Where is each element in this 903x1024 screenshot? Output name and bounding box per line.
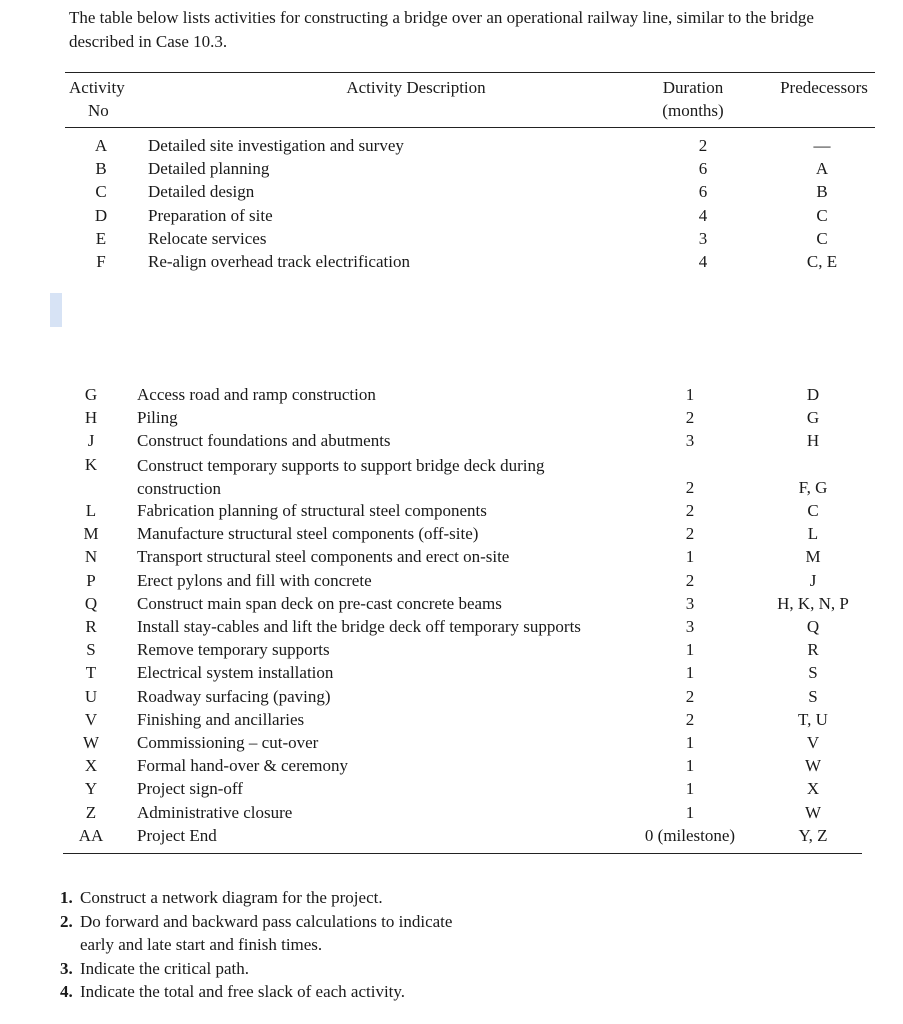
table-bottom-rule (63, 853, 862, 854)
activity-duration: 1 (685, 802, 695, 822)
activity-duration: 3 (685, 431, 695, 451)
activity-duration: 3 (685, 593, 695, 613)
activity-description: Construct temporary supports to support bridge deck during construction (137, 455, 545, 498)
activity-predecessors: W (804, 756, 822, 776)
intro-paragraph: The table below lists activities for constructing a bridge over an operational railway line, similar to the bridge described in Case 10.3. (69, 8, 814, 51)
activity-description: Manufacture structural steel components (off-site) (137, 524, 479, 544)
activity-no: A (94, 136, 108, 155)
activity-description: Construct foundations and abutments (137, 431, 391, 451)
question-number: 1. (60, 888, 73, 907)
activity-no: E (95, 228, 107, 248)
activity-no: K (84, 454, 98, 474)
activity-duration: 1 (685, 756, 695, 776)
activity-duration: 6 (698, 159, 708, 179)
question-item (60, 910, 480, 957)
activity-duration: 3 (685, 617, 695, 636)
activity-predecessors: C (816, 228, 828, 248)
activity-duration: 2 (698, 136, 708, 155)
activity-duration: 6 (698, 182, 708, 202)
activity-predecessors: C (816, 205, 828, 225)
activity-no: R (85, 617, 97, 636)
activity-no: H (84, 408, 98, 428)
activity-description: Electrical system installation (137, 663, 334, 683)
question-list (60, 886, 480, 1004)
activity-no: B (95, 159, 107, 179)
header-predecessors: Predecessors (780, 78, 868, 97)
activity-no: S (86, 640, 96, 660)
activity-description: Formal hand-over & ceremony (137, 756, 349, 776)
activity-predecessors: D (806, 385, 820, 404)
activity-predecessors: J (809, 570, 817, 590)
activity-predecessors: Q (806, 617, 820, 636)
activity-predecessors: X (806, 779, 820, 799)
activity-no: Y (84, 779, 98, 799)
activity-no: C (95, 182, 107, 202)
activity-description: Install stay-cables and lift the bridge deck off temporary supports (137, 617, 581, 636)
activity-no: D (94, 205, 108, 225)
activity-duration: 2 (685, 686, 695, 706)
activity-predecessors: A (815, 159, 829, 179)
activity-predecessors: C (807, 501, 819, 520)
question-text: Indicate the critical path. (80, 958, 249, 978)
activity-no: J (87, 431, 95, 451)
activity-no: V (84, 709, 98, 729)
activity-description: Relocate services (148, 228, 267, 248)
activity-description: Detailed site investigation and survey (148, 136, 404, 155)
activity-no: P (86, 570, 96, 590)
activity-duration: 1 (685, 663, 695, 683)
question-text: Indicate the total and free slack of each activity. (80, 982, 406, 1001)
activity-no: W (82, 733, 100, 752)
activity-description: Administrative closure (137, 802, 293, 822)
activity-duration: 2 (685, 570, 695, 590)
activity-duration: 1 (685, 640, 695, 660)
activity-duration: 4 (698, 252, 708, 271)
activity-duration: 3 (698, 228, 708, 248)
activity-no: AA (78, 825, 104, 845)
activity-no: Q (84, 593, 98, 613)
question-item (60, 980, 480, 1004)
header-duration: Duration (662, 78, 724, 97)
activity-predecessors: R (807, 640, 819, 660)
activity-duration: 2 (685, 524, 695, 544)
activity-no: Z (85, 802, 97, 822)
activity-predecessors: S (808, 686, 818, 706)
activity-predecessors: — (813, 136, 831, 155)
header-description: Activity Description (346, 78, 486, 97)
activity-predecessors: W (804, 802, 822, 822)
activity-no: F (96, 252, 106, 271)
activity-predecessors: C, E (806, 252, 838, 271)
activity-description: Access road and ramp construction (137, 385, 376, 404)
activity-description: Project sign-off (137, 779, 243, 799)
activity-description: Construct main span deck on pre-cast concrete beams (137, 593, 502, 613)
header-rule (65, 127, 875, 128)
header-activity-no: No (88, 101, 109, 120)
activity-predecessors: G (806, 408, 820, 428)
activity-no: X (84, 756, 98, 776)
activity-predecessors: B (816, 182, 828, 202)
selection-marker (50, 293, 62, 327)
activity-description: Piling (137, 408, 178, 428)
activity-no: T (85, 663, 97, 683)
activity-predecessors: V (806, 733, 820, 752)
activity-duration: 2 (685, 408, 695, 428)
question-item (60, 886, 480, 910)
activity-description: Transport structural steel components and erect on-site (137, 547, 510, 567)
activity-duration: 1 (685, 385, 695, 404)
activity-description: Erect pylons and fill with concrete (137, 570, 372, 590)
activity-no: L (85, 501, 97, 520)
activity-description: Re-align overhead track electrification (148, 252, 410, 271)
activity-description: Detailed design (148, 182, 255, 202)
activity-duration: 4 (698, 205, 708, 225)
activity-description: Remove temporary supports (137, 640, 330, 660)
activity-duration: 2 (685, 477, 695, 497)
activity-duration: 2 (685, 709, 695, 729)
activity-predecessors: L (807, 524, 819, 544)
activity-duration: 1 (685, 779, 695, 799)
activity-description: Detailed planning (148, 159, 270, 179)
table-top-rule (65, 72, 875, 73)
activity-duration: 1 (685, 547, 695, 567)
activity-description: Project End (137, 825, 217, 845)
activity-description: Roadway surfacing (paving) (137, 686, 331, 706)
activity-predecessors: H, K, N, P (777, 593, 849, 613)
activity-description: Commissioning – cut-over (137, 733, 319, 752)
activity-predecessors: M (805, 547, 821, 567)
question-text: Do forward and backward pass calculations to indicate early and late start and finish times. (80, 911, 453, 954)
question-number: 4. (60, 982, 73, 1001)
activity-no: G (84, 385, 98, 404)
activity-predecessors: S (808, 663, 818, 683)
activity-no: U (84, 686, 98, 706)
activity-predecessors: F, G (798, 477, 828, 497)
activity-predecessors: Y, Z (798, 825, 828, 845)
header-duration-unit: (months) (662, 101, 724, 120)
activity-predecessors: H (806, 431, 820, 451)
activity-duration: 0 (milestone) (644, 825, 736, 845)
question-number: 2. (60, 911, 73, 931)
question-item (60, 957, 480, 981)
activity-no: N (84, 547, 98, 567)
question-text: Construct a network diagram for the project. (80, 888, 383, 907)
question-number: 3. (60, 958, 73, 978)
activity-no: M (83, 524, 99, 544)
activity-description: Preparation of site (148, 205, 273, 225)
header-activity: Activity (69, 78, 125, 97)
activity-duration: 2 (685, 501, 695, 520)
activity-description: Finishing and ancillaries (137, 709, 305, 729)
activity-duration: 1 (685, 733, 695, 752)
activity-predecessors: T, U (798, 709, 828, 729)
activity-description: Fabrication planning of structural steel components (137, 501, 487, 520)
